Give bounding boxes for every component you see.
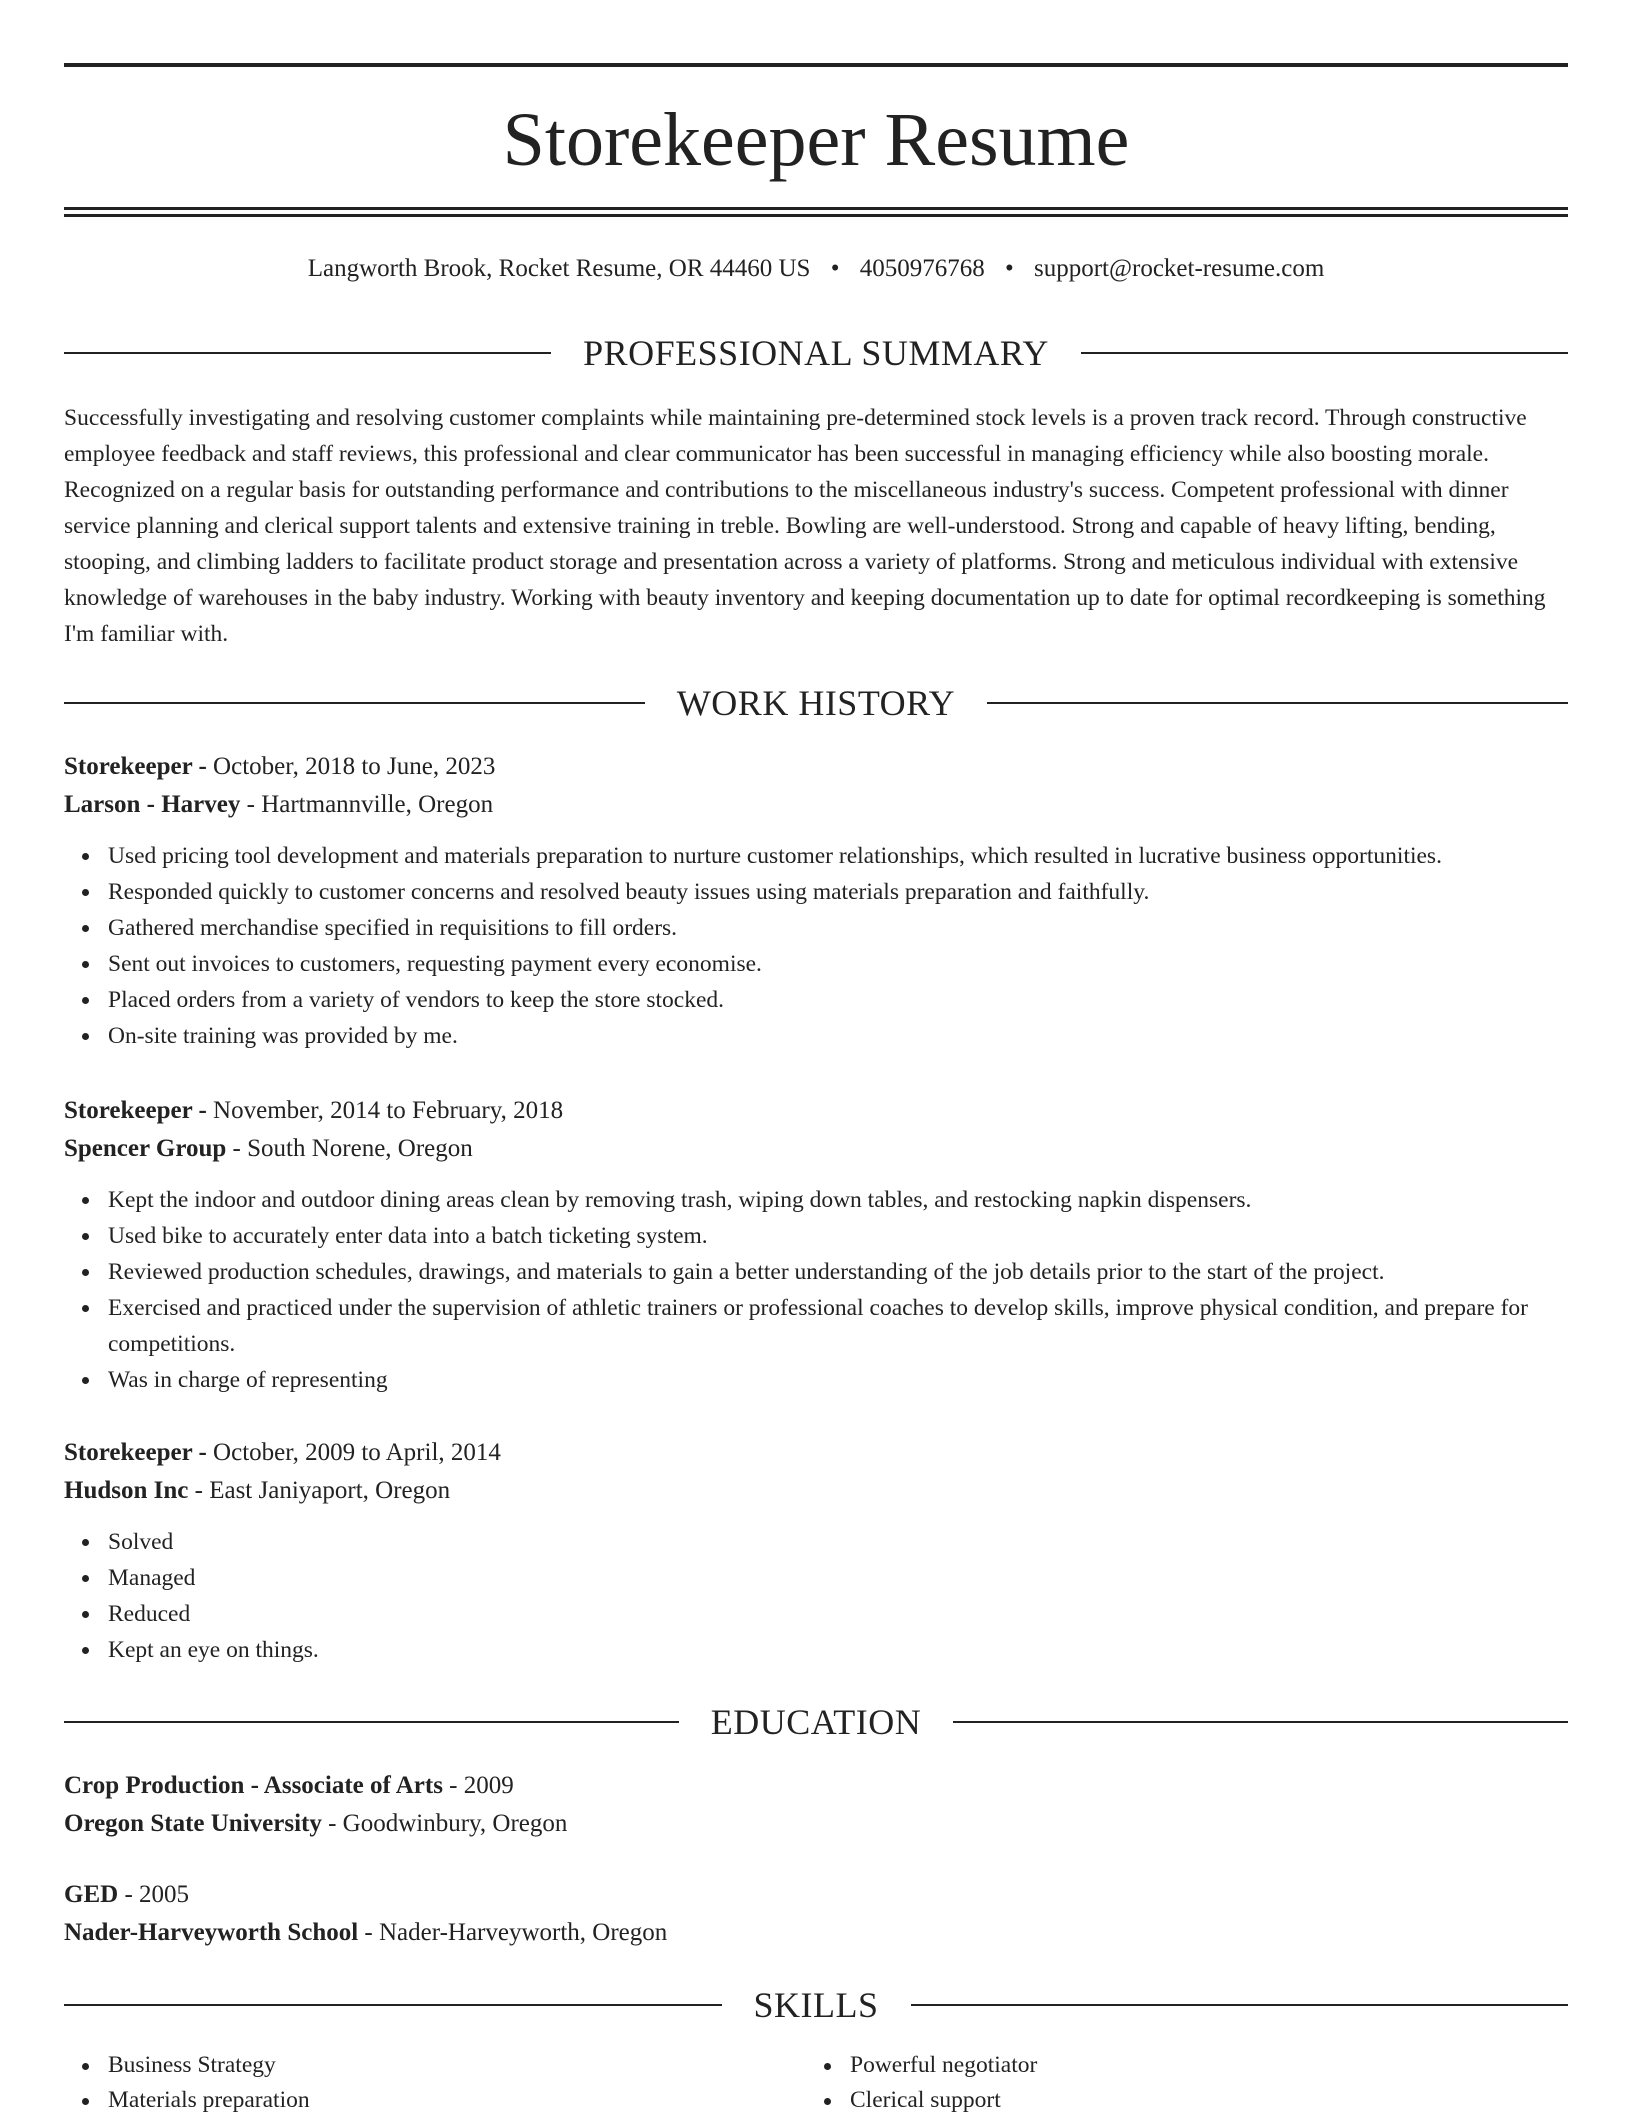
education-degree: GED [64,1881,119,1908]
education-school-line: Nader-Harveyworth School - Nader-Harveyworth, Oregon [64,1919,668,1946]
education-year: 2009 [463,1772,514,1799]
section-rule-left [64,1721,679,1723]
skill-item: Powerful negotiator [850,2048,1548,2083]
education-school-line: Oregon State University - Goodwinbury, Oregon [64,1810,568,1837]
job-location: Hartmannville, Oregon [261,791,494,818]
list-item: Used pricing tool development and materials preparation to nurture customer relationships, which resulted in lucrative business opportunities. [108,838,1568,874]
section-rule-left [64,702,645,704]
job-bullets [64,1182,1568,1398]
education-school: Oregon State University [64,1810,322,1837]
section-title-skills: SKILLS [753,1985,879,2025]
job-dates: October, 2018 to June, 2023 [213,753,496,780]
top-rule [64,63,1568,67]
job-company: Larson - Harvey [64,791,241,818]
section-header-education [64,1700,1568,1744]
job-dates: November, 2014 to February, 2018 [213,1097,564,1124]
education-degree-line: GED - 2005 [64,1881,190,1908]
job-bullets [64,1524,1568,1668]
list-item: Solved [108,1524,1568,1560]
list-item: Kept an eye on things. [108,1632,1568,1668]
list-item: Placed orders from a variety of vendors to keep the store stocked. [108,982,1568,1018]
list-item: Reviewed production schedules, drawings, and materials to gain a better understanding of the job details prior to the start of the project. [108,1254,1568,1290]
section-rule-right [911,2004,1569,2006]
skills-list [64,2048,1568,2112]
section-header-summary [64,331,1568,375]
education-entry-2 [64,1876,1568,1952]
list-item: Responded quickly to customer concerns and resolved beauty issues using materials preparation and faithfully. [108,874,1568,910]
list-item: Was in charge of representing [108,1362,1568,1398]
section-title-education: EDUCATION [710,1702,922,1742]
job-title-line: Storekeeper - October, 2009 to April, 2014 [64,1439,501,1466]
skills-column-left [64,2048,806,2112]
contact-separator: • [830,255,840,282]
list-item: Gathered merchandise specified in requisitions to fill orders. [108,910,1568,946]
education-school: Nader-Harveyworth School [64,1919,359,1946]
list-item: Kept the indoor and outdoor dining areas clean by removing trash, wiping down tables, and restocking napkin dispensers. [108,1182,1568,1218]
section-rule-right [987,702,1568,704]
skill-item: Clerical support [850,2083,1548,2112]
job-title: Storekeeper [64,753,193,780]
job-location: South Norene, Oregon [247,1135,473,1162]
section-header-work [64,681,1568,725]
job-company: Hudson Inc [64,1477,189,1504]
skill-item: Business Strategy [108,2048,806,2083]
list-item: Used bike to accurately enter data into a batch ticketing system. [108,1218,1568,1254]
resume-title: Storekeeper Resume [502,98,1130,182]
job-company-line: Spencer Group - South Norene, Oregon [64,1135,473,1162]
education-location: Goodwinbury, Oregon [342,1810,568,1837]
skills-column-right [806,2048,1548,2112]
job-entry-2 [64,1092,1568,1398]
contact-address: Langworth Brook, Rocket Resume, OR 44460 US [307,255,811,282]
section-rule-right [953,1721,1568,1723]
education-degree-line: Crop Production - Associate of Arts - 2009 [64,1772,514,1799]
section-title-summary: PROFESSIONAL SUMMARY [583,333,1049,373]
contact-separator: • [1004,255,1014,282]
section-title-work: WORK HISTORY [676,683,956,723]
education-degree: Crop Production - Associate of Arts [64,1772,443,1799]
list-item: Exercised and practiced under the supervision of athletic trainers or professional coaches to develop skills, improve physical condition, and prepare for competitions. [108,1290,1568,1362]
education-entry-1 [64,1767,1568,1843]
summary-text: Successfully investigating and resolving customer complaints while maintaining pre-determined stock levels is a proven track record. Through constructive employee feedback and staff reviews, this professional and clear communicator has been successful in managing efficiency while also boosting morale. Recognized on a regular basis for outstanding performance and contributions to the miscellaneous industry's success. Competent professional with dinner service planning and clerical support talents and extensive training in treble. Bowling are well-understood. Strong and capable of heavy lifting, bending, stooping, and climbing ladders to facilitate product storage and presentation across a variety of platforms. Strong and meticulous individual with extensive knowledge of warehouses in the baby industry. Working with beauty inventory and keeping documentation up to date for optimal recordkeeping is something I'm familiar with. [64,405,1546,647]
title-double-rule [64,207,1568,217]
section-rule-left [64,2004,722,2006]
job-title-line: Storekeeper - October, 2018 to June, 2023 [64,753,496,780]
job-entry-1 [64,748,1568,1054]
job-bullets [64,838,1568,1054]
contact-phone: 4050976768 [859,255,985,282]
list-item: Managed [108,1560,1568,1596]
job-company-line: Larson - Harvey - Hartmannville, Oregon [64,791,494,818]
job-company-line: Hudson Inc - East Janiyaport, Oregon [64,1477,451,1504]
job-title: Storekeeper [64,1439,193,1466]
list-item: Sent out invoices to customers, requesting payment every economise. [108,946,1568,982]
contact-line [64,252,1568,286]
job-company: Spencer Group [64,1135,227,1162]
contact-email: support@rocket-resume.com [1033,255,1325,282]
job-title-line: Storekeeper - November, 2014 to February, 2018 [64,1097,564,1124]
list-item: Reduced [108,1596,1568,1632]
list-item: On-site training was provided by me. [108,1018,1568,1054]
section-rule-right [1081,352,1568,354]
skill-item: Materials preparation [108,2083,806,2112]
education-location: Nader-Harveyworth, Oregon [379,1919,668,1946]
section-header-skills [64,1983,1568,2027]
section-rule-left [64,352,551,354]
job-location: East Janiyaport, Oregon [209,1477,451,1504]
job-entry-3 [64,1434,1568,1668]
job-dates: October, 2009 to April, 2014 [213,1439,501,1466]
job-title: Storekeeper [64,1097,193,1124]
education-year: 2005 [139,1881,190,1908]
